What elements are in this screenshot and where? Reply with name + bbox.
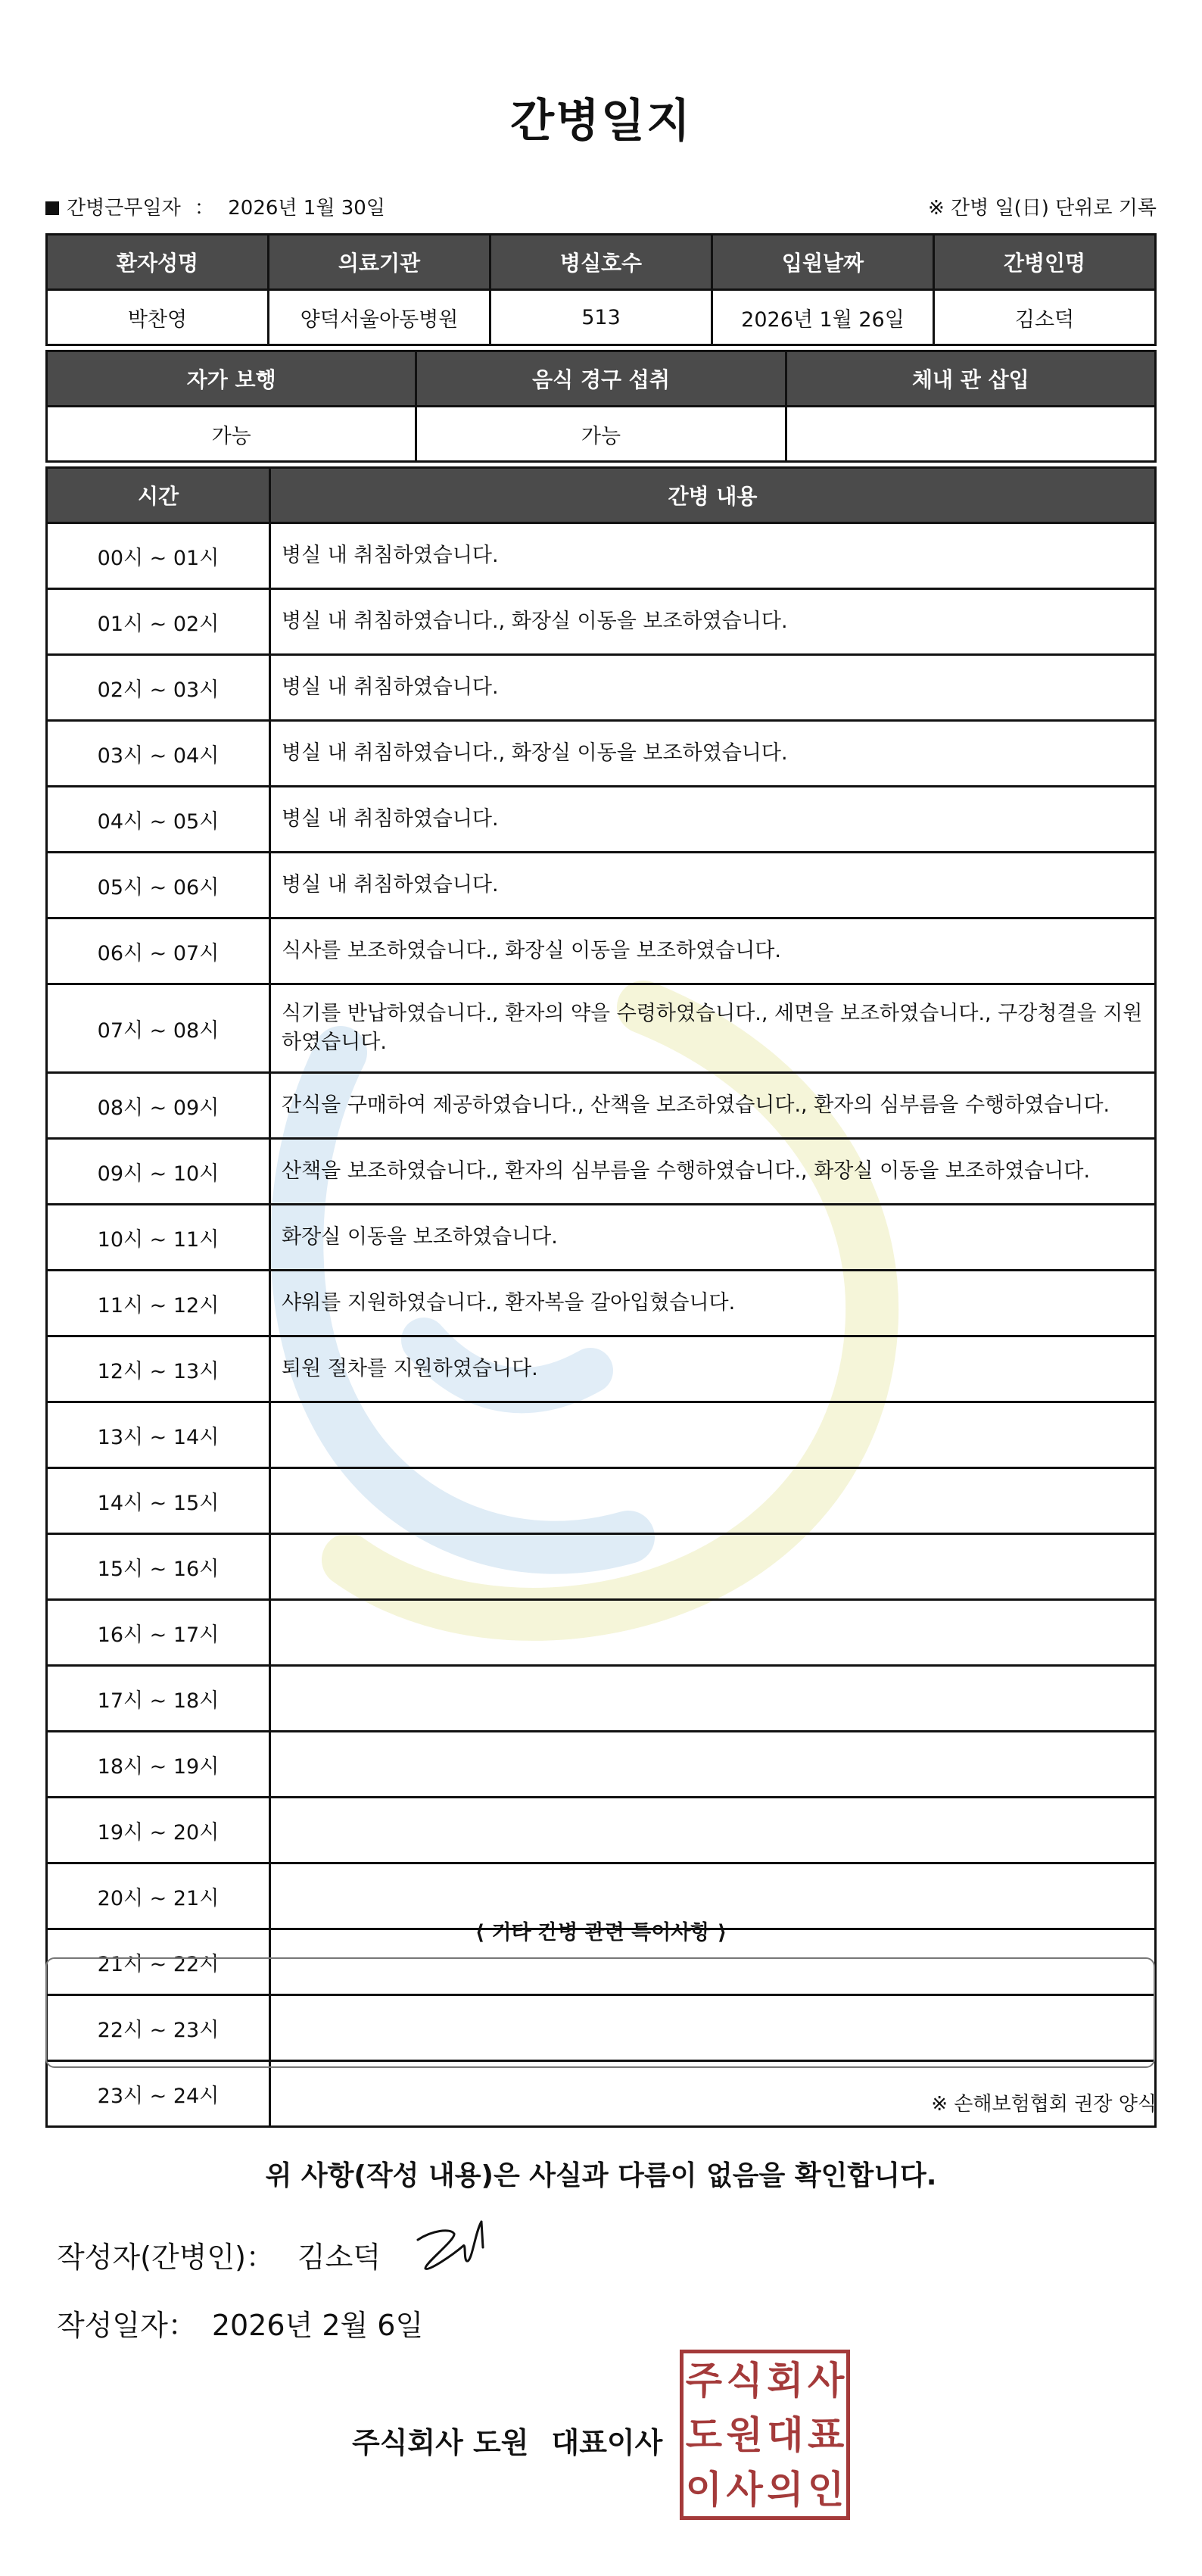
care-log-content: 병실 내 취침하였습니다.: [270, 655, 1156, 721]
care-log-row: [47, 1534, 1156, 1600]
care-log-row: [47, 1402, 1156, 1468]
care-log-row: [47, 984, 1156, 1073]
header-patient-name: 환자성명: [47, 235, 269, 290]
care-log-content: 병실 내 취침하였습니다., 화장실 이동을 보조하였습니다.: [270, 721, 1156, 787]
company-role: 대표이사: [551, 2426, 663, 2459]
care-log-content: 식기를 반납하였습니다., 환자의 약을 수령하였습니다., 세면을 보조하였습니다., 구강청결을 지원하였습니다.: [270, 984, 1156, 1073]
patient-name: 박찬영: [47, 290, 269, 345]
writer-name: 김소덕: [297, 2241, 381, 2274]
room-number: 513: [490, 290, 712, 345]
care-log-time: 03시 ~ 04시: [47, 721, 270, 787]
care-log-time: 00시 ~ 01시: [47, 523, 270, 589]
care-log-row: [47, 1271, 1156, 1336]
care-log-content: 병실 내 취침하였습니다., 화장실 이동을 보조하였습니다.: [270, 589, 1156, 655]
care-log-time: 14시 ~ 15시: [47, 1468, 270, 1534]
care-log-row: [47, 1600, 1156, 1666]
company-name: 주식회사 도원: [352, 2426, 529, 2459]
seal-character: 주: [685, 2359, 723, 2403]
patient-info-table: [45, 233, 1157, 346]
care-log-time: 12시 ~ 13시: [47, 1336, 270, 1402]
care-log-time: 17시 ~ 18시: [47, 1666, 270, 1732]
care-log-time: 13시 ~ 14시: [47, 1402, 270, 1468]
work-date: [45, 192, 385, 220]
care-log-row: [47, 1468, 1156, 1534]
writer-label: 작성자(간병인)：: [57, 2241, 275, 2274]
header-tube-insertion: 체내 관 삽입: [786, 351, 1155, 407]
header-hospital: 의료기관: [269, 235, 490, 290]
special-notes-title: ⟨ 기타 간병 관련 특이사항 ⟩: [475, 1921, 727, 1944]
care-log-body: [47, 523, 1156, 2127]
care-log-content: [270, 1468, 1156, 1534]
care-log-content: 병실 내 취침하였습니다.: [270, 523, 1156, 589]
care-log-time: 10시 ~ 11시: [47, 1205, 270, 1271]
care-log-time: 08시 ~ 09시: [47, 1073, 270, 1139]
admission-date: 2026년 1월 26일: [712, 290, 934, 345]
write-date-line: [57, 2302, 423, 2344]
care-log-row: [47, 1666, 1156, 1732]
special-notes-box[interactable]: [45, 1957, 1155, 2068]
seal-character: 도: [685, 2413, 723, 2457]
header-care-content: 간병 내용: [270, 468, 1156, 523]
care-log-header-row: [47, 468, 1156, 523]
care-log-time: 19시 ~ 20시: [47, 1798, 270, 1863]
care-log-time: 23시 ~ 24시: [47, 2061, 270, 2127]
care-log-time: 04시 ~ 05시: [47, 787, 270, 853]
care-log-row: [47, 1336, 1156, 1402]
care-log-time: 02시 ~ 03시: [47, 655, 270, 721]
seal-character: 식: [726, 2359, 763, 2403]
header-oral-intake: 음식 경구 섭취: [416, 351, 786, 407]
care-log-time: 20시 ~ 21시: [47, 1863, 270, 1929]
seal-character: 사: [726, 2468, 763, 2512]
seal-character: 원: [726, 2413, 763, 2457]
care-log-time: 18시 ~ 19시: [47, 1732, 270, 1798]
care-log-time: 06시 ~ 07시: [47, 918, 270, 984]
care-log-time: 16시 ~ 17시: [47, 1600, 270, 1666]
care-log-time: 21시 ~ 22시: [47, 1929, 270, 1995]
care-log-content: 퇴원 절차를 지원하였습니다.: [270, 1336, 1156, 1402]
care-log-content: [270, 1600, 1156, 1666]
care-log-content: [270, 1798, 1156, 1863]
care-log-content: 병실 내 취침하였습니다.: [270, 787, 1156, 853]
writer-line: [57, 2234, 381, 2275]
seal-character: 의: [767, 2468, 804, 2512]
care-log-content: [270, 1402, 1156, 1468]
care-log-content: [270, 1732, 1156, 1798]
care-log-content: 간식을 구매하여 제공하였습니다., 산책을 보조하였습니다., 환자의 심부름을 수행하였습니다.: [270, 1073, 1156, 1139]
header-time: 시간: [47, 468, 270, 523]
care-log-time: 07시 ~ 08시: [47, 984, 270, 1073]
care-log-row: [47, 1139, 1156, 1205]
status-header-row: [47, 351, 1156, 407]
handwritten-signature: [409, 2217, 500, 2278]
work-date-label: 간병근무일자: [67, 197, 181, 220]
patient-info-value-row: [47, 290, 1156, 345]
care-log-table: [45, 466, 1157, 2128]
hospital-name: 양덕서울아동병원: [269, 290, 490, 345]
care-log-content: 병실 내 취침하였습니다.: [270, 853, 1156, 918]
black-square-icon: [45, 201, 59, 215]
oral-intake-value: 가능: [416, 407, 786, 462]
unit-note: ※ 간병 일(日) 단위로 기록: [927, 197, 1157, 220]
care-log-time: 01시 ~ 02시: [47, 589, 270, 655]
care-log-row: [47, 918, 1156, 984]
care-log-time: 05시 ~ 06시: [47, 853, 270, 918]
care-log-content: 화장실 이동을 보조하였습니다.: [270, 1205, 1156, 1271]
care-log-time: 15시 ~ 16시: [47, 1534, 270, 1600]
seal-character: 표: [807, 2413, 845, 2457]
care-log-row: [47, 787, 1156, 853]
care-log-content: [270, 1534, 1156, 1600]
patient-status-table: [45, 350, 1157, 463]
care-log-content: 산책을 보조하였습니다., 환자의 심부름을 수행하였습니다., 화장실 이동을 보조하였습니다.: [270, 1139, 1156, 1205]
caregiver-name: 김소덕: [934, 290, 1156, 345]
self-walking-value: 가능: [47, 407, 416, 462]
care-log-row: [47, 523, 1156, 589]
care-log-time: 09시 ~ 10시: [47, 1139, 270, 1205]
meta-row: [45, 192, 1157, 220]
header-caregiver-name: 간병인명: [934, 235, 1156, 290]
write-date-value: 2026년 2월 6일: [211, 2309, 424, 2342]
care-log-time: 22시 ~ 23시: [47, 1995, 270, 2061]
header-room: 병실호수: [490, 235, 712, 290]
company-seal-stamp: [680, 2350, 850, 2520]
header-admission-date: 입원날짜: [712, 235, 934, 290]
care-log-row: [47, 655, 1156, 721]
care-log-content: [270, 1666, 1156, 1732]
write-date-label: 작성일자：: [57, 2309, 197, 2342]
work-date-sep: ：: [194, 197, 214, 220]
confirmation-statement: 위 사항(작성 내용)은 사실과 다름이 없음을 확인합니다.: [265, 2160, 937, 2191]
status-value-row: [47, 407, 1156, 462]
page-title: 간병일지: [510, 95, 692, 148]
care-log-time: 11시 ~ 12시: [47, 1271, 270, 1336]
care-log-row: [47, 721, 1156, 787]
care-log-row: [47, 1205, 1156, 1271]
seal-character: 사: [807, 2359, 845, 2403]
seal-character: 대: [767, 2413, 804, 2457]
care-log-row: [47, 1073, 1156, 1139]
recommend-note: ※ 손해보험협회 권장 양식: [931, 2093, 1157, 2116]
company-line: [352, 2419, 662, 2461]
seal-character: 이: [685, 2468, 723, 2512]
care-log-row: [47, 1798, 1156, 1863]
tube-insertion-value: [786, 407, 1155, 462]
work-date-value: 2026년 1월 30일: [228, 197, 385, 220]
care-log-content: 샤워를 지원하였습니다., 환자복을 갈아입혔습니다.: [270, 1271, 1156, 1336]
care-log-row: [47, 1732, 1156, 1798]
seal-character: 회: [767, 2359, 804, 2403]
care-log-content: 식사를 보조하였습니다., 화장실 이동을 보조하였습니다.: [270, 918, 1156, 984]
header-self-walking: 자가 보행: [47, 351, 416, 407]
care-log-row: [47, 589, 1156, 655]
seal-character: 인: [807, 2468, 845, 2512]
care-log-row: [47, 853, 1156, 918]
patient-info-header-row: [47, 235, 1156, 290]
